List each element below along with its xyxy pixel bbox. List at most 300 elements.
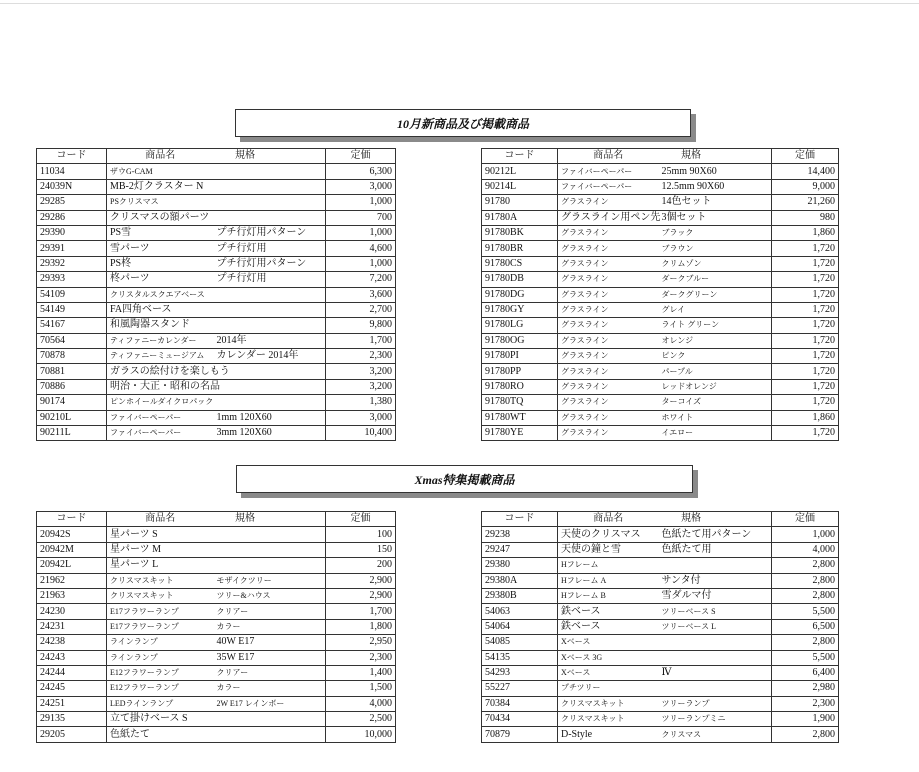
product-name: グラスライン用ペン先 <box>558 210 659 225</box>
product-spec <box>659 635 772 650</box>
product-price: 3,200 <box>326 379 396 394</box>
header-code: コード <box>482 149 558 164</box>
table-row <box>37 225 396 240</box>
product-spec: オレンジ <box>659 333 772 348</box>
product-spec: 1mm 120X60 <box>214 410 326 425</box>
product-spec: グレイ <box>659 302 772 317</box>
product-spec <box>214 164 326 179</box>
product-spec: サンタ付 <box>659 573 772 588</box>
table-row <box>482 364 839 379</box>
product-name: クリスマスの額パーツ <box>107 210 214 225</box>
product-code: 91780OG <box>482 333 558 348</box>
product-code: 91780WT <box>482 410 558 425</box>
product-name: クリスマスキット <box>107 573 214 588</box>
table-row <box>37 696 396 711</box>
product-price: 2,300 <box>772 696 839 711</box>
product-code: 29285 <box>37 195 107 210</box>
product-price: 5,500 <box>772 604 839 619</box>
table-row <box>482 241 839 256</box>
product-name: グラスライン <box>558 195 659 210</box>
product-price: 2,800 <box>772 635 839 650</box>
table-row <box>37 650 396 665</box>
product-spec <box>214 527 326 542</box>
table-row <box>482 588 839 603</box>
product-code: 91780LG <box>482 318 558 333</box>
table-row <box>37 558 396 573</box>
product-code: 91780YE <box>482 426 558 441</box>
product-name: 星パーツ M <box>107 542 214 557</box>
product-code: 21963 <box>37 588 107 603</box>
product-code: 29205 <box>37 727 107 742</box>
product-name: ピンホイールダイクロパック <box>107 395 214 410</box>
product-name: グラスライン <box>558 410 659 425</box>
product-spec: プチ行灯用 <box>214 241 326 256</box>
product-code: 29390 <box>37 225 107 240</box>
product-name: PS柊 <box>107 256 214 271</box>
product-spec: ライト グリーン <box>659 318 772 333</box>
product-code: 70886 <box>37 379 107 394</box>
header-spec: 規格 <box>214 149 326 164</box>
product-code: 29380B <box>482 588 558 603</box>
product-code: 20942L <box>37 558 107 573</box>
table-row <box>482 558 839 573</box>
table-row <box>482 272 839 287</box>
product-code: 70384 <box>482 696 558 711</box>
table-row <box>482 210 839 225</box>
product-name: グラスライン <box>558 225 659 240</box>
product-spec: ブラウン <box>659 241 772 256</box>
product-spec: ツリーランプミニ <box>659 712 772 727</box>
table-row <box>37 333 396 348</box>
table-row <box>482 426 839 441</box>
table-row <box>37 318 396 333</box>
product-code: 29392 <box>37 256 107 271</box>
product-price: 1,720 <box>772 426 839 441</box>
table-xmas-left <box>36 511 396 743</box>
product-spec: モザイクツリー <box>214 573 326 588</box>
product-code: 11034 <box>37 164 107 179</box>
product-name: 鉄ベース <box>558 604 659 619</box>
product-spec: ダークグリーン <box>659 287 772 302</box>
product-price: 1,380 <box>326 395 396 410</box>
product-price: 9,000 <box>772 179 839 194</box>
product-price: 1,000 <box>772 527 839 542</box>
header-product-name: 商品名 <box>107 512 214 527</box>
product-spec: 40W E17 <box>214 635 326 650</box>
product-spec <box>214 210 326 225</box>
product-code: 54063 <box>482 604 558 619</box>
table-row <box>482 635 839 650</box>
product-spec: ブラック <box>659 225 772 240</box>
table-row <box>37 256 396 271</box>
product-spec <box>214 542 326 557</box>
product-spec: プチ行灯用 <box>214 272 326 287</box>
product-code: 70434 <box>482 712 558 727</box>
product-name: ラインランプ <box>107 650 214 665</box>
product-spec: クリアー <box>214 604 326 619</box>
table-row <box>37 195 396 210</box>
product-spec <box>214 287 326 302</box>
product-code: 70564 <box>37 333 107 348</box>
product-name: ファイバーペーパー <box>558 179 659 194</box>
product-code: 29393 <box>37 272 107 287</box>
product-spec: 12.5mm 90X60 <box>659 179 772 194</box>
product-code: 70878 <box>37 349 107 364</box>
product-name: Xベース <box>558 665 659 680</box>
product-price: 1,720 <box>772 333 839 348</box>
header-price: 定価 <box>326 512 396 527</box>
table-row <box>37 619 396 634</box>
product-price: 2,950 <box>326 635 396 650</box>
product-spec: ツリー&ハウス <box>214 588 326 603</box>
product-name: 星パーツ L <box>107 558 214 573</box>
product-price: 10,000 <box>326 727 396 742</box>
product-price: 21,260 <box>772 195 839 210</box>
product-spec: プチ行灯用パターン <box>214 225 326 240</box>
table-row <box>37 681 396 696</box>
product-spec: クリアー <box>214 665 326 680</box>
product-name: クリスマスキット <box>107 588 214 603</box>
table-row <box>37 665 396 680</box>
product-price: 7,200 <box>326 272 396 287</box>
product-name: 立て掛けベース S <box>107 712 214 727</box>
product-price: 1,900 <box>772 712 839 727</box>
product-price: 100 <box>326 527 396 542</box>
product-price: 6,500 <box>772 619 839 634</box>
product-spec: 25mm 90X60 <box>659 164 772 179</box>
product-code: 91780GY <box>482 302 558 317</box>
table-october-right <box>481 148 839 441</box>
table-row <box>37 542 396 557</box>
table-row <box>37 241 396 256</box>
product-name: グラスライン <box>558 318 659 333</box>
product-price: 1,720 <box>772 241 839 256</box>
product-name: ファイバーペーパー <box>107 426 214 441</box>
product-spec: 3個セット <box>659 210 772 225</box>
product-name: 明治・大正・昭和の名品 <box>107 379 214 394</box>
table-row <box>37 573 396 588</box>
product-spec: 35W E17 <box>214 650 326 665</box>
product-price: 1,000 <box>326 256 396 271</box>
product-price: 1,700 <box>326 333 396 348</box>
table-row <box>482 287 839 302</box>
product-price: 3,200 <box>326 364 396 379</box>
product-code: 54293 <box>482 665 558 680</box>
table-row <box>482 195 839 210</box>
header-code: コード <box>37 512 107 527</box>
product-price: 9,800 <box>326 318 396 333</box>
product-price: 2,800 <box>772 558 839 573</box>
product-price: 1,000 <box>326 225 396 240</box>
product-spec <box>214 379 326 394</box>
table-row <box>482 650 839 665</box>
table-row <box>37 287 396 302</box>
product-name: グラスライン <box>558 395 659 410</box>
product-price: 2,300 <box>326 349 396 364</box>
product-code: 24244 <box>37 665 107 680</box>
product-name: 雪パーツ <box>107 241 214 256</box>
product-price: 1,720 <box>772 318 839 333</box>
product-code: 29391 <box>37 241 107 256</box>
product-spec <box>214 179 326 194</box>
product-code: 24245 <box>37 681 107 696</box>
table-row <box>482 379 839 394</box>
table-row <box>37 210 396 225</box>
product-code: 91780 <box>482 195 558 210</box>
table-row <box>482 696 839 711</box>
product-spec: 14色セット <box>659 195 772 210</box>
product-code: 91780BK <box>482 225 558 240</box>
product-name: ザウG-CAM <box>107 164 214 179</box>
product-name: 鉄ベース <box>558 619 659 634</box>
product-price: 2,800 <box>772 588 839 603</box>
product-spec: 2W E17 レインボー <box>214 696 326 711</box>
product-code: 24039N <box>37 179 107 194</box>
product-price: 2,500 <box>326 712 396 727</box>
product-name: グラスライン <box>558 272 659 287</box>
product-price: 4,000 <box>772 542 839 557</box>
product-spec: ツリーベース S <box>659 604 772 619</box>
product-code: 29238 <box>482 527 558 542</box>
product-code: 29247 <box>482 542 558 557</box>
product-name: グラスライン <box>558 241 659 256</box>
product-price: 1,720 <box>772 302 839 317</box>
product-name: グラスライン <box>558 426 659 441</box>
product-spec: ダークブルー <box>659 272 772 287</box>
product-name: Hフレーム B <box>558 588 659 603</box>
product-name: グラスライン <box>558 333 659 348</box>
product-price: 14,400 <box>772 164 839 179</box>
product-price: 1,720 <box>772 272 839 287</box>
product-price: 2,900 <box>326 573 396 588</box>
table-row <box>482 302 839 317</box>
section-heading-october: 10月新商品及び掲載商品 <box>235 109 691 137</box>
table-row <box>37 179 396 194</box>
product-price: 2,800 <box>772 727 839 742</box>
table-row <box>37 410 396 425</box>
product-code: 91780BR <box>482 241 558 256</box>
product-price: 4,600 <box>326 241 396 256</box>
product-name: グラスライン <box>558 364 659 379</box>
table-row <box>37 364 396 379</box>
product-price: 6,300 <box>326 164 396 179</box>
product-spec <box>214 712 326 727</box>
product-code: 90210L <box>37 410 107 425</box>
product-price: 1,720 <box>772 364 839 379</box>
product-name: ファイバーペーパー <box>107 410 214 425</box>
product-spec: ターコイズ <box>659 395 772 410</box>
product-spec: カラー <box>214 681 326 696</box>
product-code: 55227 <box>482 681 558 696</box>
product-name: クリスマスキット <box>558 696 659 711</box>
product-code: 54064 <box>482 619 558 634</box>
product-name: MB-2灯クラスター N <box>107 179 214 194</box>
product-code: 91780RO <box>482 379 558 394</box>
product-spec <box>659 681 772 696</box>
product-price: 2,700 <box>326 302 396 317</box>
product-code: 91780CS <box>482 256 558 271</box>
product-price: 1,400 <box>326 665 396 680</box>
product-name: グラスライン <box>558 349 659 364</box>
product-price: 3,600 <box>326 287 396 302</box>
product-name: ラインランプ <box>107 635 214 650</box>
product-name: クリスマスキット <box>558 712 659 727</box>
product-name: 天使のクリスマス <box>558 527 659 542</box>
table-row <box>37 426 396 441</box>
product-price: 2,800 <box>772 573 839 588</box>
product-price: 1,720 <box>772 287 839 302</box>
product-price: 200 <box>326 558 396 573</box>
table-row <box>37 302 396 317</box>
table-header-row <box>482 149 839 164</box>
header-price: 定価 <box>772 512 839 527</box>
product-price: 1,860 <box>772 225 839 240</box>
header-price: 定価 <box>772 149 839 164</box>
table-row <box>482 681 839 696</box>
product-name: 星パーツ S <box>107 527 214 542</box>
product-price: 1,800 <box>326 619 396 634</box>
product-spec: カレンダー 2014年 <box>214 349 326 364</box>
product-price: 1,720 <box>772 379 839 394</box>
product-name: グラスライン <box>558 287 659 302</box>
product-spec <box>214 558 326 573</box>
table-row <box>482 712 839 727</box>
product-code: 91780PP <box>482 364 558 379</box>
product-price: 1,500 <box>326 681 396 696</box>
product-name: 色紙たて <box>107 727 214 742</box>
header-spec: 規格 <box>659 512 772 527</box>
product-price: 6,400 <box>772 665 839 680</box>
header-price: 定価 <box>326 149 396 164</box>
product-name: ガラスの絵付けを楽しもう <box>107 364 214 379</box>
table-row <box>482 349 839 364</box>
header-product-name: 商品名 <box>107 149 214 164</box>
product-spec: 3mm 120X60 <box>214 426 326 441</box>
table-row <box>37 635 396 650</box>
product-code: 29380A <box>482 573 558 588</box>
product-price: 980 <box>772 210 839 225</box>
product-spec: カラー <box>214 619 326 634</box>
table-row <box>37 164 396 179</box>
product-code: 20942M <box>37 542 107 557</box>
product-spec <box>659 558 772 573</box>
table-row <box>37 588 396 603</box>
product-name: E12フラワーランプ <box>107 681 214 696</box>
product-name: PS雪 <box>107 225 214 240</box>
product-name: Hフレーム <box>558 558 659 573</box>
product-code: 91780TQ <box>482 395 558 410</box>
table-row <box>37 272 396 287</box>
product-code: 24251 <box>37 696 107 711</box>
table-row <box>482 225 839 240</box>
product-code: 91780A <box>482 210 558 225</box>
product-code: 24243 <box>37 650 107 665</box>
product-name: Xベース <box>558 635 659 650</box>
table-header-row <box>482 512 839 527</box>
product-name: E17フラワーランプ <box>107 619 214 634</box>
product-price: 1,720 <box>772 349 839 364</box>
product-price: 4,000 <box>326 696 396 711</box>
product-code: 24238 <box>37 635 107 650</box>
product-name: Xベース 3G <box>558 650 659 665</box>
product-spec: ツリーベース L <box>659 619 772 634</box>
table-row <box>482 333 839 348</box>
product-name: プチツリー <box>558 681 659 696</box>
header-code: コード <box>482 512 558 527</box>
product-name: Hフレーム A <box>558 573 659 588</box>
table-row <box>37 395 396 410</box>
scan-edge-line <box>0 3 919 4</box>
table-row <box>37 604 396 619</box>
product-name: グラスライン <box>558 256 659 271</box>
product-spec: 2014年 <box>214 333 326 348</box>
product-spec <box>214 195 326 210</box>
section-heading-xmas: Xmas特集掲載商品 <box>236 465 693 493</box>
product-spec: クリムゾン <box>659 256 772 271</box>
product-code: 90211L <box>37 426 107 441</box>
product-name: 和風陶器スタンド <box>107 318 214 333</box>
product-price: 5,500 <box>772 650 839 665</box>
product-price: 2,980 <box>772 681 839 696</box>
product-spec <box>659 650 772 665</box>
table-row <box>482 410 839 425</box>
product-spec <box>214 395 326 410</box>
table-header-row <box>37 512 396 527</box>
product-name: PSクリスマス <box>107 195 214 210</box>
table-row <box>482 318 839 333</box>
product-code: 90174 <box>37 395 107 410</box>
product-code: 54135 <box>482 650 558 665</box>
table-row <box>482 604 839 619</box>
table-row <box>482 619 839 634</box>
product-code: 29286 <box>37 210 107 225</box>
table-october-left <box>36 148 396 441</box>
product-name: グラスライン <box>558 379 659 394</box>
product-code: 91780DG <box>482 287 558 302</box>
product-code: 90214L <box>482 179 558 194</box>
product-spec: クリスマス <box>659 727 772 742</box>
product-code: 54167 <box>37 318 107 333</box>
table-xmas-right <box>481 511 839 743</box>
product-spec: パープル <box>659 364 772 379</box>
product-price: 1,720 <box>772 256 839 271</box>
product-name: グラスライン <box>558 302 659 317</box>
product-code: 91780PI <box>482 349 558 364</box>
table-row <box>482 665 839 680</box>
product-price: 2,300 <box>326 650 396 665</box>
product-price: 10,400 <box>326 426 396 441</box>
product-name: E17フラワーランプ <box>107 604 214 619</box>
product-price: 1,700 <box>326 604 396 619</box>
header-code: コード <box>37 149 107 164</box>
header-spec: 規格 <box>659 149 772 164</box>
product-code: 54109 <box>37 287 107 302</box>
table-row <box>482 179 839 194</box>
table-row <box>482 256 839 271</box>
product-price: 700 <box>326 210 396 225</box>
product-spec: ホワイト <box>659 410 772 425</box>
table-row <box>482 395 839 410</box>
product-price: 1,860 <box>772 410 839 425</box>
product-spec: Ⅳ <box>659 665 772 680</box>
product-spec <box>214 727 326 742</box>
product-spec: ツリーランプ <box>659 696 772 711</box>
product-name: ティファニーカレンダー <box>107 333 214 348</box>
product-price: 150 <box>326 542 396 557</box>
product-code: 24230 <box>37 604 107 619</box>
table-row <box>37 727 396 742</box>
product-name: FA四角ベース <box>107 302 214 317</box>
